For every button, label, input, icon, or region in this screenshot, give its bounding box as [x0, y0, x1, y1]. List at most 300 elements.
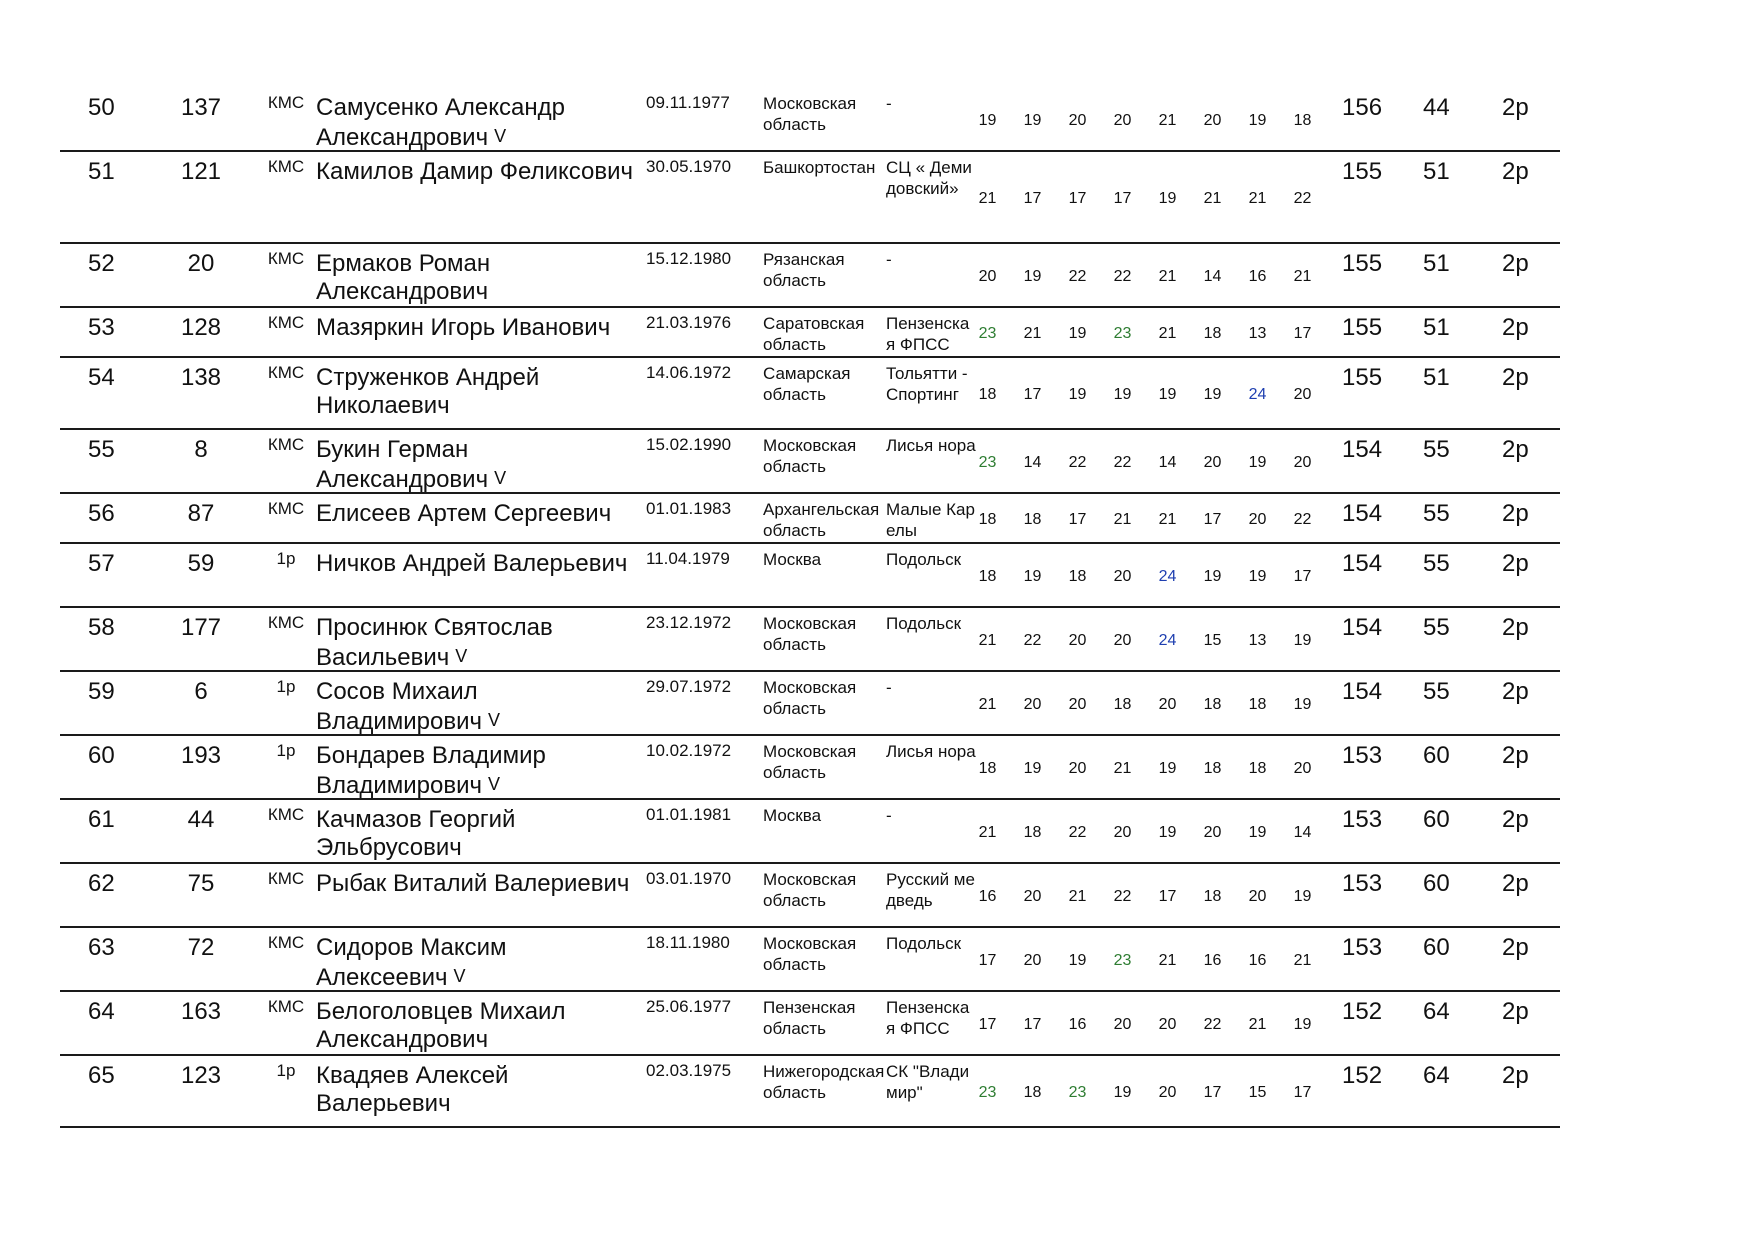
athlete-name: Рыбак Виталий Валериевич [316, 870, 630, 897]
series-score: 18 [1248, 760, 1267, 778]
series-score: 20 [1293, 454, 1312, 472]
series-scores [965, 88, 1325, 150]
table-row [60, 544, 1560, 608]
series-score: 17 [1293, 568, 1312, 586]
series-score: 20 [1113, 1016, 1132, 1034]
qualification-cell: 2р [1502, 250, 1529, 277]
athlete-name-cell [316, 678, 646, 736]
sport-rank-cell: КМС [267, 93, 305, 112]
region-cell: Московская область [763, 934, 857, 974]
athlete-name-cell [316, 94, 646, 152]
series-score: 18 [1203, 325, 1222, 343]
table-row [60, 1056, 1560, 1128]
total-score-cell: 154 [1342, 436, 1383, 463]
table-row [60, 244, 1560, 308]
series-score: 19 [1203, 568, 1222, 586]
region-cell: Саратовская область [763, 314, 865, 354]
total-score-cell: 154 [1342, 500, 1383, 527]
series-score: 20 [1068, 760, 1087, 778]
qualification-cell: 2р [1502, 870, 1529, 897]
series-score: 22 [1068, 454, 1087, 472]
series-scores [965, 736, 1325, 798]
veteran-mark: V [494, 468, 507, 488]
sport-rank-cell: КМС [267, 499, 305, 518]
series-score: 17 [1113, 190, 1132, 208]
series-score: 18 [978, 568, 997, 586]
ranking-position-cell: 51 [1423, 364, 1450, 391]
club-cell: Подольск [886, 614, 962, 633]
series-score: 19 [1158, 190, 1177, 208]
place-cell: 58 [88, 614, 115, 641]
series-score: 17 [1203, 511, 1222, 529]
bib-number-cell: 20 [187, 250, 215, 277]
series-scores [965, 494, 1325, 542]
sport-rank-cell: КМС [267, 249, 305, 268]
qualification-cell: 2р [1502, 742, 1529, 769]
table-row [60, 358, 1560, 430]
series-score: 18 [1023, 511, 1042, 529]
series-score: 21 [1248, 1016, 1267, 1034]
series-score: 18 [1068, 568, 1087, 586]
series-score: 16 [1248, 952, 1267, 970]
series-score: 23 [978, 1084, 997, 1102]
region-cell: Московская область [763, 870, 857, 910]
sport-rank-cell: 1р [276, 741, 296, 760]
series-score: 21 [978, 190, 997, 208]
place-cell: 50 [88, 94, 115, 121]
series-score: 19 [1068, 952, 1087, 970]
series-score: 19 [1023, 760, 1042, 778]
table-row [60, 992, 1560, 1056]
ranking-position-cell: 55 [1423, 678, 1450, 705]
series-score: 17 [1068, 511, 1087, 529]
place-cell: 65 [88, 1062, 115, 1089]
series-score: 19 [1248, 824, 1267, 842]
ranking-position-cell: 44 [1423, 94, 1450, 121]
ranking-position-cell: 51 [1423, 250, 1450, 277]
total-score-cell: 152 [1342, 998, 1383, 1025]
series-score: 13 [1248, 632, 1267, 650]
series-score: 20 [978, 268, 997, 286]
qualification-cell: 2р [1502, 364, 1529, 391]
series-score: 21 [1158, 511, 1177, 529]
birth-date-cell: 11.04.1979 [646, 549, 730, 568]
qualification-cell: 2р [1502, 314, 1529, 341]
series-score: 18 [1113, 696, 1132, 714]
series-score: 17 [1293, 1084, 1312, 1102]
series-score: 22 [1068, 268, 1087, 286]
series-score: 18 [1293, 112, 1312, 130]
total-score-cell: 154 [1342, 550, 1383, 577]
series-scores [965, 672, 1325, 734]
table-row [60, 608, 1560, 672]
ranking-position-cell: 60 [1423, 806, 1450, 833]
athlete-name-cell [316, 998, 646, 1054]
table-row [60, 88, 1560, 152]
series-score: 18 [1203, 696, 1222, 714]
veteran-mark: V [494, 126, 507, 146]
series-score: 20 [1068, 632, 1087, 650]
athlete-name: Сидоров Максим Алексеевич [316, 934, 507, 991]
series-score: 15 [1248, 1084, 1267, 1102]
table-row [60, 736, 1560, 800]
series-scores [965, 544, 1325, 606]
series-score: 19 [978, 112, 997, 130]
club-cell: СК "Владимир" [886, 1062, 970, 1102]
birth-date-cell: 15.02.1990 [646, 435, 732, 454]
series-score: 20 [1068, 112, 1087, 130]
total-score-cell: 153 [1342, 934, 1383, 961]
bib-number-cell: 8 [194, 436, 208, 463]
sport-rank-cell: КМС [267, 313, 305, 332]
sport-rank-cell: КМС [267, 435, 305, 454]
total-score-cell: 152 [1342, 1062, 1383, 1089]
series-score: 19 [1113, 386, 1132, 404]
athlete-name-cell [316, 934, 646, 992]
series-scores [965, 928, 1325, 990]
series-score: 20 [1248, 888, 1267, 906]
series-score: 19 [1158, 386, 1177, 404]
sport-rank-cell: КМС [267, 363, 305, 382]
series-score: 17 [978, 952, 997, 970]
series-score: 20 [1293, 386, 1312, 404]
series-score: 19 [1293, 1016, 1312, 1034]
total-score-cell: 153 [1342, 742, 1383, 769]
bib-number-cell: 59 [187, 550, 215, 577]
ranking-position-cell: 55 [1423, 614, 1450, 641]
series-score: 20 [1113, 632, 1132, 650]
region-cell: Самарская область [763, 364, 851, 404]
series-score: 21 [1293, 952, 1312, 970]
series-scores [965, 152, 1325, 242]
table-row [60, 928, 1560, 992]
qualification-cell: 2р [1502, 934, 1529, 961]
region-cell: Нижегородская область [763, 1062, 885, 1102]
region-cell: Рязанская область [763, 250, 845, 290]
place-cell: 52 [88, 250, 115, 277]
veteran-mark: V [488, 774, 501, 794]
series-score: 18 [1248, 696, 1267, 714]
sport-rank-cell: КМС [267, 805, 305, 824]
sport-rank-cell: КМС [267, 933, 305, 952]
birth-date-cell: 21.03.1976 [646, 313, 732, 332]
region-cell: Московская область [763, 678, 857, 718]
series-score: 17 [1023, 190, 1042, 208]
club-cell: Тольятти - Спортинг [886, 364, 968, 404]
birth-date-cell: 29.07.1972 [646, 677, 732, 696]
total-score-cell: 155 [1342, 314, 1383, 341]
series-scores [965, 1056, 1325, 1126]
series-score: 18 [978, 386, 997, 404]
place-cell: 51 [88, 158, 115, 185]
club-cell: Пензенская ФПСС [886, 314, 970, 354]
athlete-name: Ермаков Роман Александрович [316, 250, 491, 305]
bib-number-cell: 177 [180, 614, 222, 641]
series-score: 19 [1158, 824, 1177, 842]
series-score: 19 [1158, 760, 1177, 778]
series-score: 17 [1023, 1016, 1042, 1034]
series-score: 23 [1113, 325, 1132, 343]
series-score: 17 [978, 1016, 997, 1034]
series-score: 16 [978, 888, 997, 906]
ranking-position-cell: 51 [1423, 158, 1450, 185]
athlete-name: Квадяев Алексей Валерьевич [316, 1062, 509, 1117]
series-score: 20 [1248, 511, 1267, 529]
bib-number-cell: 87 [187, 500, 215, 527]
table-row [60, 152, 1560, 244]
series-score: 20 [1158, 1084, 1177, 1102]
ranking-position-cell: 55 [1423, 500, 1450, 527]
series-score: 13 [1248, 325, 1267, 343]
birth-date-cell: 09.11.1977 [646, 93, 730, 112]
series-score: 23 [978, 454, 997, 472]
table-row [60, 494, 1560, 544]
series-score: 17 [1068, 190, 1087, 208]
place-cell: 62 [88, 870, 115, 897]
sport-rank-cell: 1р [276, 549, 296, 568]
series-score: 20 [1023, 952, 1042, 970]
series-score: 19 [1113, 1084, 1132, 1102]
series-score: 19 [1203, 386, 1222, 404]
ranking-position-cell: 60 [1423, 934, 1450, 961]
series-score: 20 [1113, 112, 1132, 130]
bib-number-cell: 75 [187, 870, 215, 897]
region-cell: Москва [763, 806, 822, 825]
series-score: 24 [1158, 568, 1177, 586]
ranking-position-cell: 64 [1423, 998, 1450, 1025]
athlete-name: Букин Герман Александрович [316, 436, 489, 493]
veteran-mark: V [455, 646, 468, 666]
birth-date-cell: 25.06.1977 [646, 997, 732, 1016]
bib-number-cell: 193 [180, 742, 222, 769]
athlete-name: Бондарев Владимир Владимирович [316, 742, 546, 799]
series-score: 20 [1158, 696, 1177, 714]
qualification-cell: 2р [1502, 158, 1529, 185]
series-score: 21 [978, 824, 997, 842]
total-score-cell: 156 [1342, 94, 1383, 121]
series-score: 19 [1293, 696, 1312, 714]
series-score: 22 [1113, 454, 1132, 472]
club-cell: Лисья нора [886, 742, 976, 761]
place-cell: 59 [88, 678, 115, 705]
series-score: 19 [1248, 454, 1267, 472]
qualification-cell: 2р [1502, 806, 1529, 833]
series-scores [965, 800, 1325, 862]
series-score: 19 [1023, 568, 1042, 586]
birth-date-cell: 15.12.1980 [646, 249, 732, 268]
table-row [60, 672, 1560, 736]
series-score: 19 [1248, 112, 1267, 130]
series-score: 24 [1248, 386, 1267, 404]
athlete-name-cell [316, 314, 646, 342]
table-row [60, 800, 1560, 864]
qualification-cell: 2р [1502, 998, 1529, 1025]
club-cell: - [886, 94, 892, 113]
series-score: 16 [1068, 1016, 1087, 1034]
club-cell: Пензенская ФПСС [886, 998, 970, 1038]
series-score: 22 [1023, 632, 1042, 650]
series-score: 21 [978, 696, 997, 714]
series-score: 16 [1203, 952, 1222, 970]
series-score: 21 [1158, 112, 1177, 130]
bib-number-cell: 138 [180, 364, 222, 391]
total-score-cell: 153 [1342, 870, 1383, 897]
athlete-name-cell [316, 614, 646, 672]
series-score: 17 [1293, 325, 1312, 343]
place-cell: 60 [88, 742, 115, 769]
sport-rank-cell: КМС [267, 157, 305, 176]
athlete-name-cell [316, 158, 646, 186]
total-score-cell: 155 [1342, 364, 1383, 391]
athlete-name: Ничков Андрей Валерьевич [316, 550, 628, 577]
series-score: 21 [1248, 190, 1267, 208]
region-cell: Москва [763, 550, 822, 569]
series-score: 19 [1248, 568, 1267, 586]
series-scores [965, 992, 1325, 1054]
series-score: 21 [1293, 268, 1312, 286]
athlete-name: Самусенко Александр Александрович [316, 94, 565, 151]
series-score: 21 [1203, 190, 1222, 208]
series-score: 19 [1068, 386, 1087, 404]
series-score: 20 [1293, 760, 1312, 778]
bib-number-cell: 137 [180, 94, 222, 121]
series-score: 14 [1158, 454, 1177, 472]
series-score: 16 [1248, 268, 1267, 286]
series-score: 14 [1293, 824, 1312, 842]
series-scores [965, 864, 1325, 926]
series-score: 14 [1203, 268, 1222, 286]
series-score: 24 [1158, 632, 1177, 650]
sport-rank-cell: КМС [267, 613, 305, 632]
athlete-name-cell [316, 250, 646, 306]
series-score: 21 [978, 632, 997, 650]
series-score: 20 [1113, 568, 1132, 586]
series-score: 23 [1113, 952, 1132, 970]
sport-rank-cell: 1р [276, 677, 296, 696]
ranking-position-cell: 55 [1423, 550, 1450, 577]
birth-date-cell: 01.01.1981 [646, 805, 732, 824]
series-score: 21 [1068, 888, 1087, 906]
qualification-cell: 2р [1502, 436, 1529, 463]
series-score: 19 [1293, 888, 1312, 906]
table-row [60, 864, 1560, 928]
ranking-position-cell: 51 [1423, 314, 1450, 341]
region-cell: Московская область [763, 94, 857, 134]
athlete-name-cell [316, 742, 646, 800]
club-cell: Подольск [886, 934, 962, 953]
series-score: 21 [1158, 268, 1177, 286]
total-score-cell: 155 [1342, 250, 1383, 277]
club-cell: - [886, 806, 892, 825]
region-cell: Пензенская область [763, 998, 856, 1038]
athlete-name: Качмазов Георгий Эльбрусович [316, 806, 516, 861]
birth-date-cell: 02.03.1975 [646, 1061, 732, 1080]
total-score-cell: 154 [1342, 678, 1383, 705]
athlete-name: Камилов Дамир Феликсович [316, 158, 634, 185]
series-score: 20 [1023, 696, 1042, 714]
qualification-cell: 2р [1502, 550, 1529, 577]
bib-number-cell: 72 [187, 934, 215, 961]
series-score: 23 [1068, 1084, 1087, 1102]
series-scores [965, 430, 1325, 492]
series-score: 20 [1203, 824, 1222, 842]
ranking-position-cell: 64 [1423, 1062, 1450, 1089]
series-score: 20 [1023, 888, 1042, 906]
total-score-cell: 153 [1342, 806, 1383, 833]
series-score: 19 [1068, 325, 1087, 343]
series-scores [965, 358, 1325, 428]
series-score: 22 [1293, 511, 1312, 529]
series-score: 18 [1203, 760, 1222, 778]
birth-date-cell: 23.12.1972 [646, 613, 732, 632]
qualification-cell: 2р [1502, 500, 1529, 527]
club-cell: - [886, 678, 892, 697]
athlete-name: Просинюк Святослав Васильевич [316, 614, 553, 671]
birth-date-cell: 14.06.1972 [646, 363, 732, 382]
results-table [60, 88, 1560, 1128]
series-score: 15 [1203, 632, 1222, 650]
place-cell: 63 [88, 934, 115, 961]
series-score: 21 [1158, 325, 1177, 343]
table-row [60, 430, 1560, 494]
series-score: 21 [1113, 760, 1132, 778]
ranking-position-cell: 55 [1423, 436, 1450, 463]
series-score: 22 [1113, 268, 1132, 286]
series-score: 22 [1068, 824, 1087, 842]
sport-rank-cell: 1р [276, 1061, 296, 1080]
qualification-cell: 2р [1502, 1062, 1529, 1089]
series-scores [965, 244, 1325, 306]
veteran-mark: V [488, 710, 501, 730]
bib-number-cell: 44 [187, 806, 215, 833]
athlete-name-cell [316, 870, 646, 898]
qualification-cell: 2р [1502, 614, 1529, 641]
series-scores [965, 308, 1325, 356]
series-score: 21 [1023, 325, 1042, 343]
veteran-mark: V [453, 966, 466, 986]
birth-date-cell: 10.02.1972 [646, 741, 732, 760]
series-score: 19 [1023, 112, 1042, 130]
place-cell: 61 [88, 806, 115, 833]
series-score: 18 [1023, 1084, 1042, 1102]
series-score: 23 [978, 325, 997, 343]
birth-date-cell: 30.05.1970 [646, 157, 732, 176]
athlete-name-cell [316, 550, 646, 578]
athlete-name-cell [316, 806, 646, 862]
ranking-position-cell: 60 [1423, 870, 1450, 897]
series-score: 20 [1158, 1016, 1177, 1034]
series-score: 22 [1293, 190, 1312, 208]
series-score: 22 [1203, 1016, 1222, 1034]
total-score-cell: 154 [1342, 614, 1383, 641]
place-cell: 55 [88, 436, 115, 463]
bib-number-cell: 121 [180, 158, 222, 185]
table-row [60, 308, 1560, 358]
birth-date-cell: 03.01.1970 [646, 869, 732, 888]
region-cell: Архангельская область [763, 500, 880, 540]
club-cell: Малые Карелы [886, 500, 975, 540]
series-score: 20 [1203, 454, 1222, 472]
series-score: 21 [1113, 511, 1132, 529]
club-cell: - [886, 250, 892, 269]
club-cell: СЦ « Демидовский» [886, 158, 972, 198]
club-cell: Русский медведь [886, 870, 975, 910]
total-score-cell: 155 [1342, 158, 1383, 185]
place-cell: 56 [88, 500, 115, 527]
series-score: 18 [978, 511, 997, 529]
bib-number-cell: 163 [180, 998, 222, 1025]
series-score: 19 [1293, 632, 1312, 650]
